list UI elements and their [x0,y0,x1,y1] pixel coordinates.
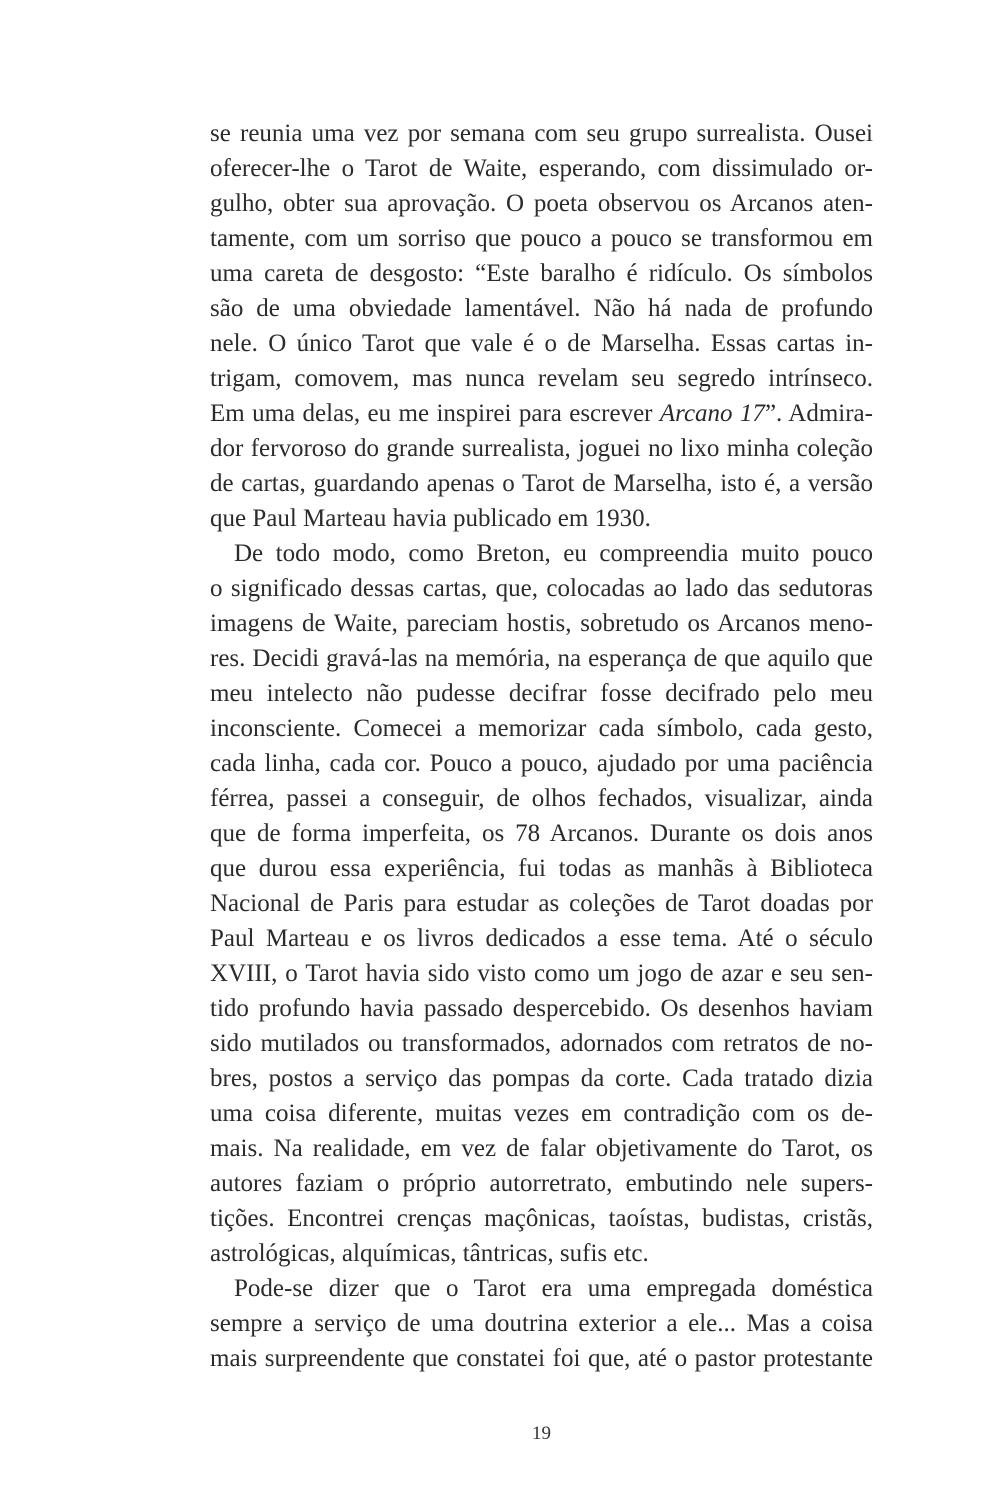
text-line: mais surpreendente que constatei foi que, até o pastor protestante [210,1345,873,1372]
text-line: autores faziam o próprio autorretrato, embutindo nele supers- [210,1170,873,1197]
text-line: dor fervoroso do grande surrealista, joguei no lixo minha coleção [210,435,873,462]
text-line: são de uma obviedade lamentável. Não há nada de profundo [210,295,873,322]
text-line: inconsciente. Comecei a memorizar cada símbolo, cada gesto, [210,715,873,742]
text-line: sido mutilados ou transformados, adornados com retratos de no- [210,1030,873,1057]
text-line: o significado dessas cartas, que, colocadas ao lado das sedutoras [210,575,873,602]
text-line: oferecer-lhe o Tarot de Waite, esperando, com dissimulado or- [210,155,873,182]
text-line: de cartas, guardando apenas o Tarot de Marselha, isto é, a versão [210,470,873,497]
text-line: nele. O único Tarot que vale é o de Marselha. Essas cartas in- [210,330,873,357]
text-line: XVIII, o Tarot havia sido visto como um jogo de azar e seu sen- [210,960,873,987]
paragraph-first-line: Pode-se dizer que o Tarot era uma empregada doméstica [234,1275,873,1302]
text-line: que de forma imperfeita, os 78 Arcanos. Durante os dois anos [210,820,873,847]
text-line: férrea, passei a conseguir, de olhos fechados, visualizar, ainda [210,785,873,812]
text-line: se reunia uma vez por semana com seu grupo surrealista. Ousei [210,120,873,147]
paragraph-last-line: que Paul Marteau havia publicado em 1930. [210,505,651,532]
text-line: Paul Marteau e os livros dedicados a esse tema. Até o século [210,925,873,952]
text-line: imagens de Waite, pareciam hostis, sobretudo os Arcanos meno- [210,610,873,637]
text-line: res. Decidi gravá-las na memória, na esperança de que aquilo que [210,645,873,672]
text-segment: Em uma delas, eu me inspirei para escrever [210,400,660,427]
text-line: bres, postos a serviço das pompas da corte. Cada tratado dizia [210,1065,873,1092]
text-line: gulho, obter sua aprovação. O poeta observou os Arcanos aten- [210,190,873,217]
page-number: 19 [532,1423,551,1444]
text-line: trigam, comovem, mas nunca revelam seu segredo intrínseco. [210,365,873,392]
text-line: uma careta de desgosto: “Este baralho é ridículo. Os símbolos [210,260,873,287]
paragraph-last-line: astrológicas, alquímicas, tântricas, sufis etc. [210,1240,649,1267]
text-line: uma coisa diferente, muitas vezes em contradição com os de- [210,1100,873,1127]
italic-book-title: Arcano 17 [659,400,765,427]
body-text [210,116,873,1376]
text-line-with-italic [210,396,873,431]
text-line: que durou essa experiência, fui todas as manhãs à Biblioteca [210,855,873,882]
text-segment: ”. Admira- [764,400,873,427]
text-line: Nacional de Paris para estudar as coleções de Tarot doadas por [210,890,873,917]
text-line: sempre a serviço de uma doutrina exterior a ele... Mas a coisa [210,1310,873,1337]
text-line: cada linha, cada cor. Pouco a pouco, ajudado por uma paciência [210,750,873,777]
text-line: mais. Na realidade, em vez de falar objetivamente do Tarot, os [210,1135,873,1162]
paragraph-first-line: De todo modo, como Breton, eu compreendia muito pouco [234,540,873,567]
text-line: tido profundo havia passado despercebido. Os desenhos haviam [210,995,873,1022]
text-line: meu intelecto não pudesse decifrar fosse decifrado pelo meu [210,680,873,707]
text-line: tamente, com um sorriso que pouco a pouco se transformou em [210,225,873,252]
text-line: tições. Encontrei crenças maçônicas, taoístas, budistas, cristãs, [210,1205,873,1232]
